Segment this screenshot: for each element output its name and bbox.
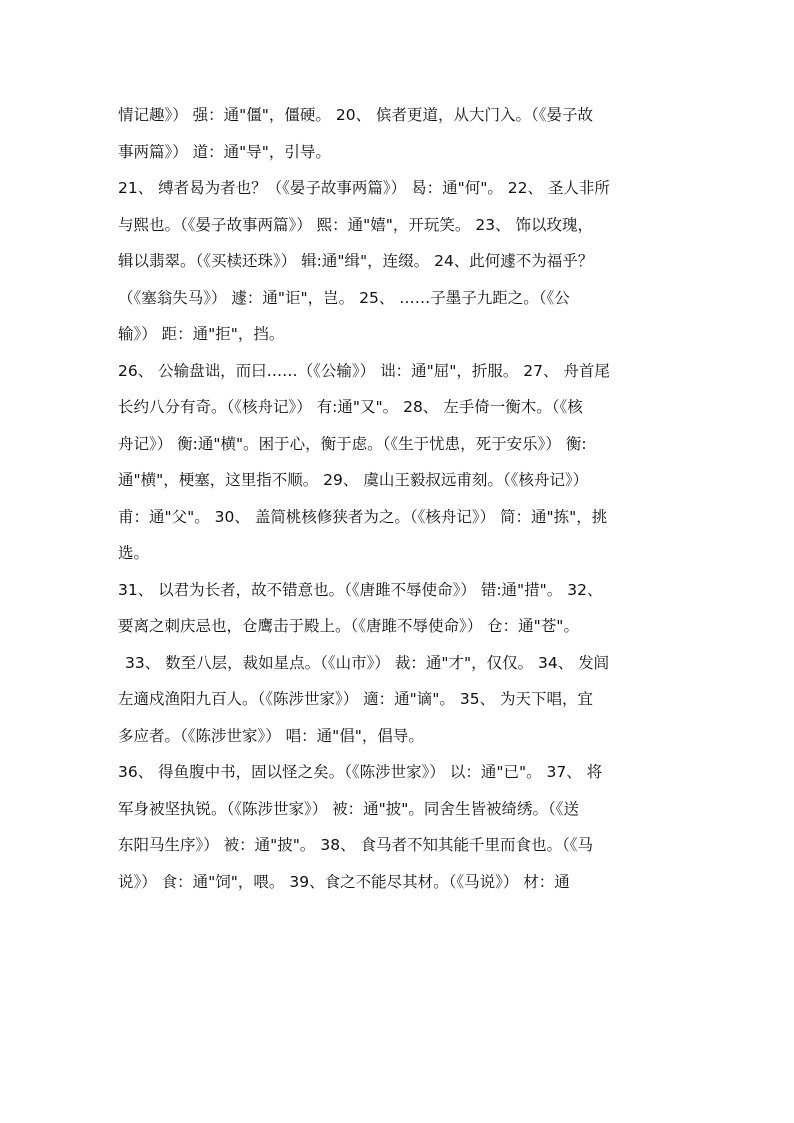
- text-line: 辑以翡翠。（《买椟还珠》） 辑:通"缉"，连缀。 24、此何遽不为福乎？: [118, 252, 594, 270]
- text-line: 21、 缚者曷为者也？（《晏子故事两篇》） 曷：通"何"。 22、 圣人非所: [118, 179, 610, 197]
- text-line: 多应者。（《陈涉世家》） 唱：通"倡"，倡导。: [118, 726, 424, 745]
- text-line: 甫：通"父"。 30、 盖简桃核修狭者为之。（《核舟记》） 简：通"拣"，挑: [118, 507, 608, 526]
- text-line: 输》） 距：通"拒"，挡。: [118, 325, 285, 343]
- text-line: 选。: [118, 544, 150, 562]
- text-line: 36、 得鱼腹中书，固以怪之矣。（《陈涉世家》） 以：通"已"。 37、 将: [118, 763, 603, 781]
- text-line: 与熙也。（《晏子故事两篇》） 熙：通"嬉"，开玩笑。 23、 饰以玫瑰，: [118, 215, 594, 234]
- text-line: 通"横"，梗塞，这里指不顺。 29、 虞山王毅叔远甫刻。（《核舟记》）: [118, 471, 589, 489]
- text-line: 说》） 食：通"饲"，喂。 39、食之不能尽其材。（《马说》） 材：通: [118, 872, 570, 891]
- text-line: 长约八分有奇。（《核舟记》） 有:通"又"。 28、 左手倚一衡木。（《核: [118, 398, 583, 416]
- text-line: 事两篇》） 道：通"导"，引导。: [118, 142, 331, 161]
- text-line: 情记趣》） 强：通"僵"，僵硬。 20、 傧者更道，从大门入。（《晏子故: [118, 106, 594, 124]
- text-line: 军身被坚执锐。（《陈涉世家》） 被：通"披"。同舍生皆被绮绣。（《送: [118, 799, 579, 818]
- text-line: 要离之刺庆忌也，仓鹰击于殿上。（《唐雎不辱使命》） 仓：通"苍"。: [118, 617, 579, 635]
- text-line: 左適戍渔阳九百人。（《陈涉世家》） 適：通"谪"。 35、 为天下唱，宜: [118, 690, 594, 708]
- text-line: 31、 以君为长者，故不错意也。（《唐雎不辱使命》） 错:通"措"。 32、: [118, 580, 603, 599]
- text-line: （《塞翁失马》） 遽：通"讵"，岂。 25、 ……子墨子九距之。（《公: [118, 288, 570, 307]
- document-body: [118, 97, 678, 900]
- text-line: 26、 公输盘诎，而曰……（《公输》） 诎：通"屈"，折服。 27、 舟首尾: [118, 361, 610, 380]
- text-line: 舟记》） 衡:通"横"。困于心，衡于虑。（《生于忧患，死于安乐》） 衡:: [118, 434, 587, 453]
- text-line: 33、 数至八层，裁如星点。（《山市》） 裁：通"才"，仅仅。 34、 发闾: [125, 653, 610, 672]
- text-line: 东阳马生序》） 被：通"披"。 38、 食马者不知其能千里而食也。（《马: [118, 836, 594, 854]
